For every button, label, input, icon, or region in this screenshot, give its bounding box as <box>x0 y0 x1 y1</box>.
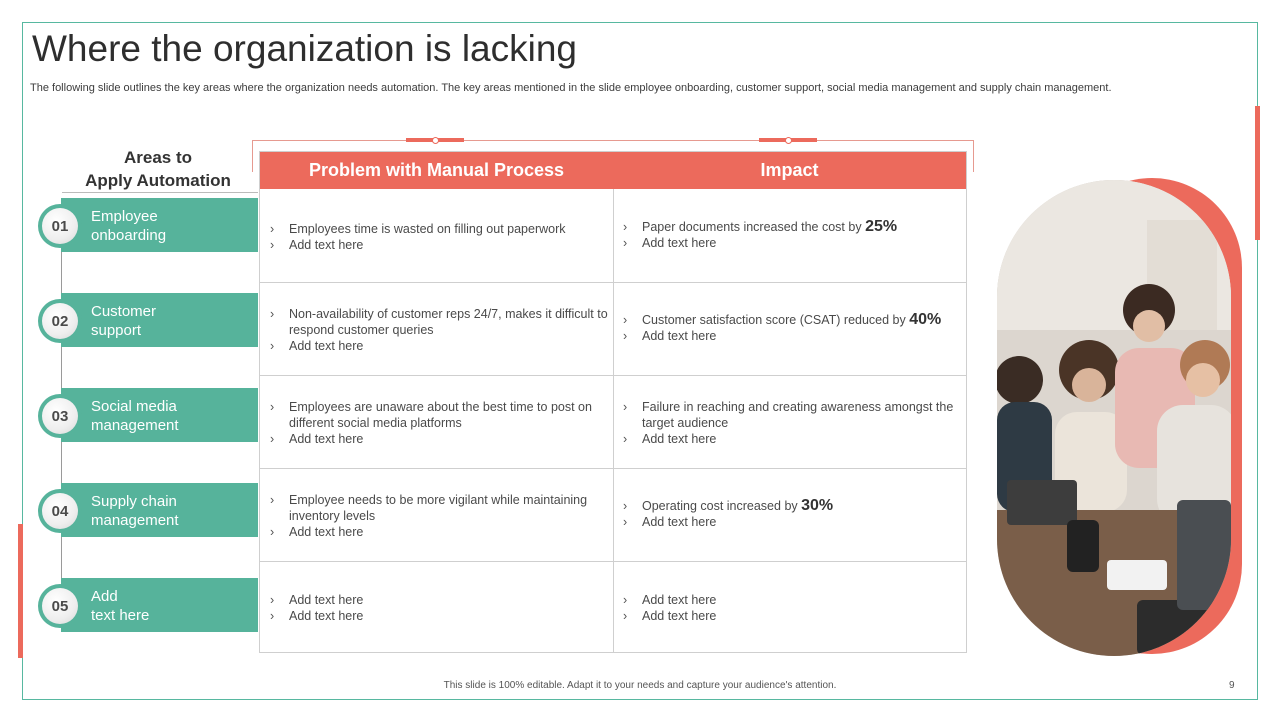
team-meeting-illustration <box>997 180 1231 656</box>
right-accent-bar <box>1255 106 1260 240</box>
area-label-bar <box>61 483 258 537</box>
impact-value: 25% <box>865 218 898 235</box>
area-label-line2: management <box>91 417 179 434</box>
footer-note: This slide is 100% editable. Adapt it to your needs and capture your audience's attention. <box>443 680 837 691</box>
area-number-badge <box>38 394 82 438</box>
area-label-line1: Employee <box>91 208 158 225</box>
left-accent-bar <box>18 524 23 658</box>
problem-bullet: › Employees are unaware about the best time to post on different social media platforms <box>270 399 610 431</box>
impact-text: Customer satisfaction score (CSAT) reduced by <box>642 313 906 327</box>
area-number-badge <box>38 584 82 628</box>
column-header-problem: Problem with Manual Process <box>308 160 565 180</box>
problem-bullet: › Add text here <box>270 592 610 608</box>
area-number-badge <box>38 204 82 248</box>
area-number-badge <box>38 489 82 533</box>
area-label-line2: onboarding <box>91 227 167 244</box>
area-label-line1: Supply chain <box>91 493 177 510</box>
automation-table <box>259 151 967 653</box>
problem-cell <box>270 306 610 354</box>
problem-cell <box>270 221 610 253</box>
slide-title: Where the organization is lacking <box>32 28 578 69</box>
impact-cell <box>623 312 963 344</box>
impact-value: 40% <box>909 311 942 328</box>
area-label-line1: Add <box>91 588 118 605</box>
area-label-line1: Social media <box>91 398 177 415</box>
impact-bullet: › Add text here <box>623 592 963 608</box>
area-item <box>38 293 260 347</box>
problem-bullet: › Add text here <box>270 338 610 354</box>
area-label-bar <box>61 578 258 632</box>
table-header <box>260 152 966 189</box>
impact-cell <box>623 592 963 624</box>
impact-bullet: › Add text here <box>623 235 963 251</box>
area-label-bar <box>61 198 258 252</box>
impact-bullet: › Add text here <box>623 431 963 447</box>
areas-heading-line2: Apply Automation <box>85 171 231 190</box>
area-item <box>38 388 260 442</box>
problem-bullet: › Non-availability of customer reps 24/7, makes it difficult to respond customer queries <box>270 306 610 338</box>
impact-value: 30% <box>801 497 834 514</box>
problem-bullet: › Add text here <box>270 524 610 540</box>
area-label-bar <box>61 388 258 442</box>
area-number: 05 <box>42 588 78 624</box>
impact-bullet: › Add text here <box>623 514 963 530</box>
area-label-line2: support <box>91 322 142 339</box>
row-divider <box>260 468 966 469</box>
problem-bullet: › Add text here <box>270 431 610 447</box>
area-label-line1: Customer <box>91 303 157 320</box>
area-number: 02 <box>42 303 78 339</box>
areas-heading-line1: Areas to <box>123 148 193 167</box>
impact-cell <box>623 498 963 530</box>
impact-cell <box>623 219 963 251</box>
slide-subtitle: The following slide outlines the key areas where the organization needs automation. The key areas mentioned in the slide employee onboarding, customer support, social media management and supply chain management. <box>30 82 1112 94</box>
problem-cell <box>270 399 610 447</box>
area-label-line2: management <box>91 512 179 529</box>
problem-bullet: › Add text here <box>270 237 610 253</box>
problem-bullet: › Employees time is wasted on filling out paperwork <box>270 221 610 237</box>
area-label-bar <box>61 293 258 347</box>
column-divider <box>613 189 614 652</box>
areas-underline <box>62 192 258 193</box>
impact-bullet: › Failure in reaching and creating awareness amongst the target audience <box>623 399 963 431</box>
page-number: 9 <box>1229 680 1235 691</box>
area-item <box>38 198 260 252</box>
column-header-impact: Impact <box>760 160 819 180</box>
area-number: 04 <box>42 493 78 529</box>
impact-bullet <box>623 498 963 514</box>
row-divider <box>260 561 966 562</box>
area-number: 01 <box>42 208 78 244</box>
area-item <box>38 483 260 537</box>
problem-cell <box>270 492 610 540</box>
area-number: 03 <box>42 398 78 434</box>
area-number-badge <box>38 299 82 343</box>
problem-bullet: › Add text here <box>270 608 610 624</box>
impact-bullet: › Add text here <box>623 608 963 624</box>
area-item <box>38 578 260 632</box>
areas-heading <box>62 146 254 192</box>
area-label-line2: text here <box>91 607 150 624</box>
impact-bullet: › Add text here <box>623 328 963 344</box>
row-divider <box>260 282 966 283</box>
impact-text: Operating cost increased by <box>642 499 798 513</box>
impact-text: Paper documents increased the cost by <box>642 220 862 234</box>
impact-bullet <box>623 219 963 235</box>
header-tab-dot <box>785 137 792 144</box>
problem-cell <box>270 592 610 624</box>
header-tab-dot <box>432 137 439 144</box>
row-divider <box>260 375 966 376</box>
problem-bullet: › Employee needs to be more vigilant while maintaining inventory levels <box>270 492 610 524</box>
impact-cell <box>623 399 963 447</box>
impact-bullet <box>623 312 963 328</box>
team-meeting-photo <box>997 180 1231 656</box>
